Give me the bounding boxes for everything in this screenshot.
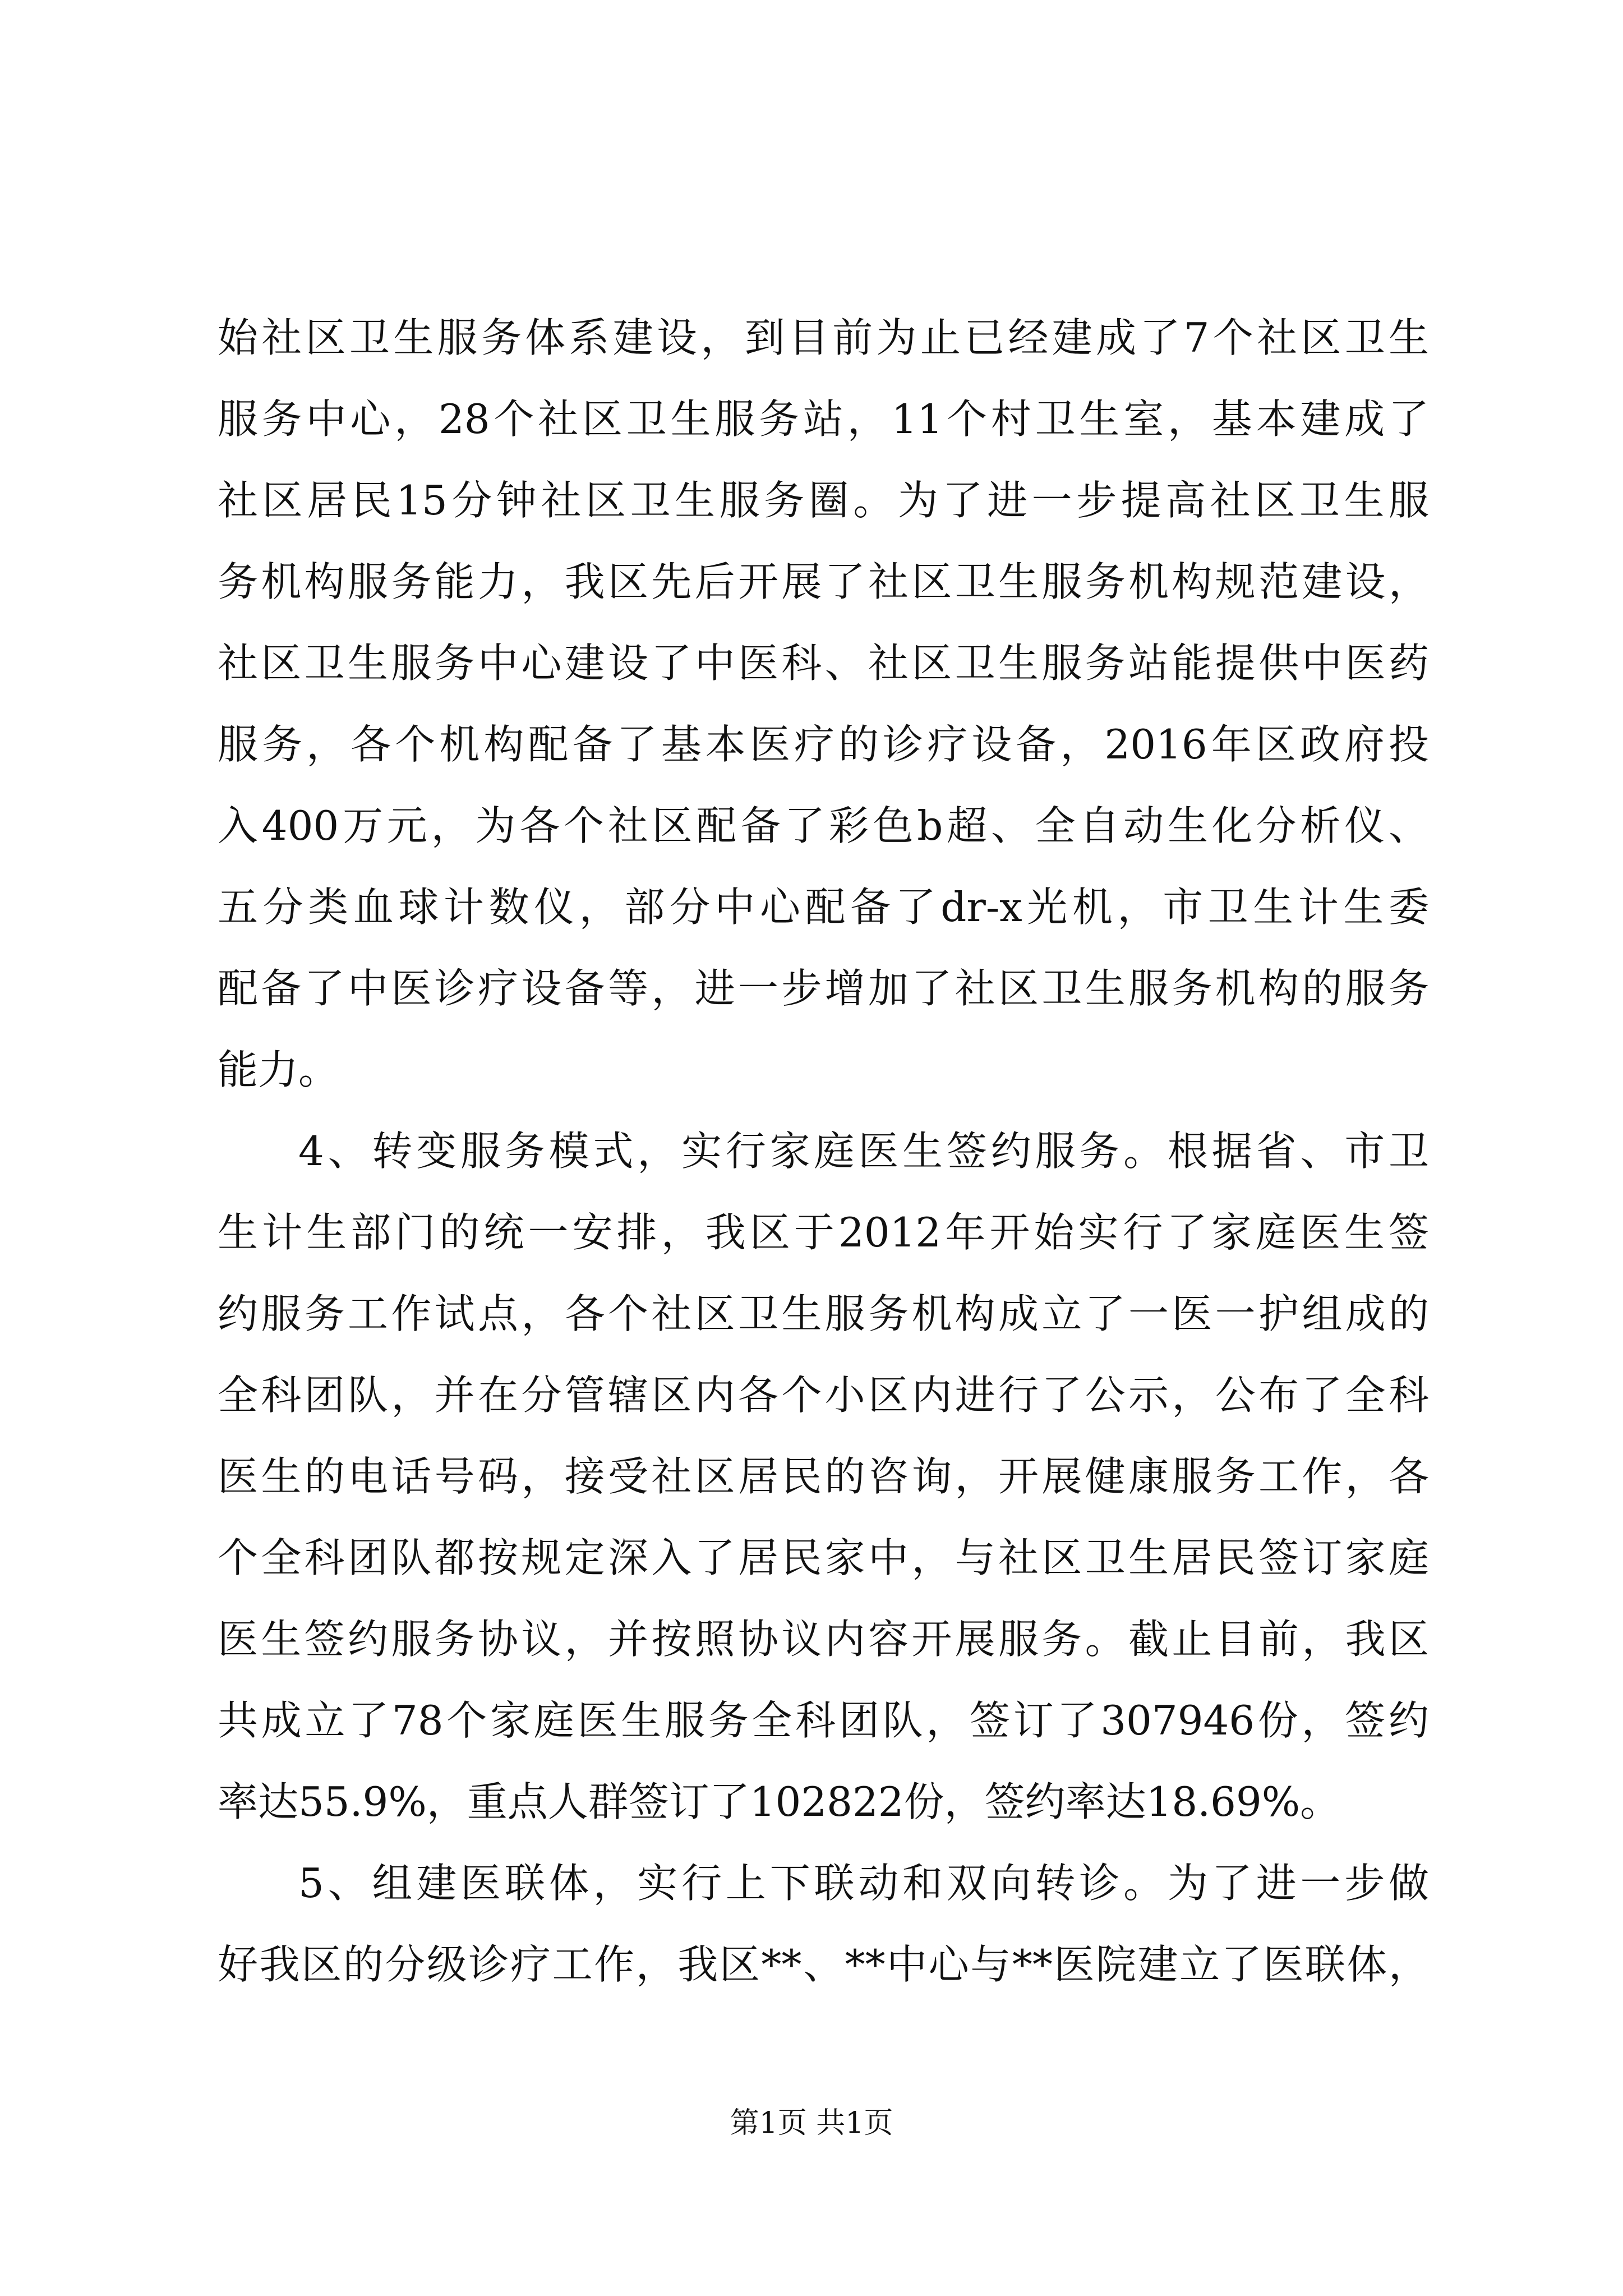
text-line: 率达55.9%，重点人群签订了102822份，签约率达18.69%。 xyxy=(218,1778,1341,1825)
text-line: 服务中心，28个社区卫生服务站，11个村卫生室，基本建成了 xyxy=(218,395,1429,443)
text-line: 个全科团队都按规定深入了居民家中，与社区卫生居民签订家庭 xyxy=(218,1534,1429,1581)
text-line: 五分类血球计数仪，部分中心配备了dr-x光机，市卫生计生委 xyxy=(218,884,1429,931)
text-line: 务机构服务能力，我区先后开展了社区卫生服务机构规范建设， xyxy=(218,558,1429,605)
text-line: 好我区的分级诊疗工作，我区**、**中心与**医院建立了医联体， xyxy=(218,1941,1429,1988)
text-line: 医生签约服务协议，并按照协议内容开展服务。截止目前，我区 xyxy=(218,1616,1429,1663)
text-line: 社区卫生服务中心建设了中医科、社区卫生服务站能提供中医药 xyxy=(218,639,1429,687)
page-footer: 第1页 共1页 xyxy=(730,2106,893,2140)
text-line: 服务，各个机构配备了基本医疗的诊疗设备，2016年区政府投 xyxy=(218,721,1429,768)
text-line: 共成立了78个家庭医生服务全科团队，签订了307946份，签约 xyxy=(218,1697,1429,1744)
paragraph-start-line: 4、转变服务模式，实行家庭医生签约服务。根据省、市卫 xyxy=(298,1128,1429,1175)
text-line: 生计生部门的统一安排，我区于2012年开始实行了家庭医生签 xyxy=(218,1209,1429,1256)
text-line: 全科团队，并在分管辖区内各个小区内进行了公示，公布了全科 xyxy=(218,1372,1429,1419)
text-line: 医生的电话号码，接受社区居民的咨询，开展健康服务工作，各 xyxy=(218,1453,1429,1500)
text-line: 能力。 xyxy=(218,1046,339,1093)
body-text xyxy=(218,297,1429,2005)
text-line: 入400万元，为各个社区配备了彩色b超、全自动生化分析仪、 xyxy=(218,802,1429,849)
text-line: 始社区卫生服务体系建设，到目前为止已经建成了7个社区卫生 xyxy=(218,314,1429,361)
paragraph-start-line: 5、组建医联体，实行上下联动和双向转诊。为了进一步做 xyxy=(298,1860,1429,1907)
text-line: 配备了中医诊疗设备等，进一步增加了社区卫生服务机构的服务 xyxy=(218,965,1429,1012)
text-line: 社区居民15分钟社区卫生服务圈。为了进一步提高社区卫生服 xyxy=(218,477,1429,524)
text-line: 约服务工作试点，各个社区卫生服务机构成立了一医一护组成的 xyxy=(218,1290,1429,1337)
